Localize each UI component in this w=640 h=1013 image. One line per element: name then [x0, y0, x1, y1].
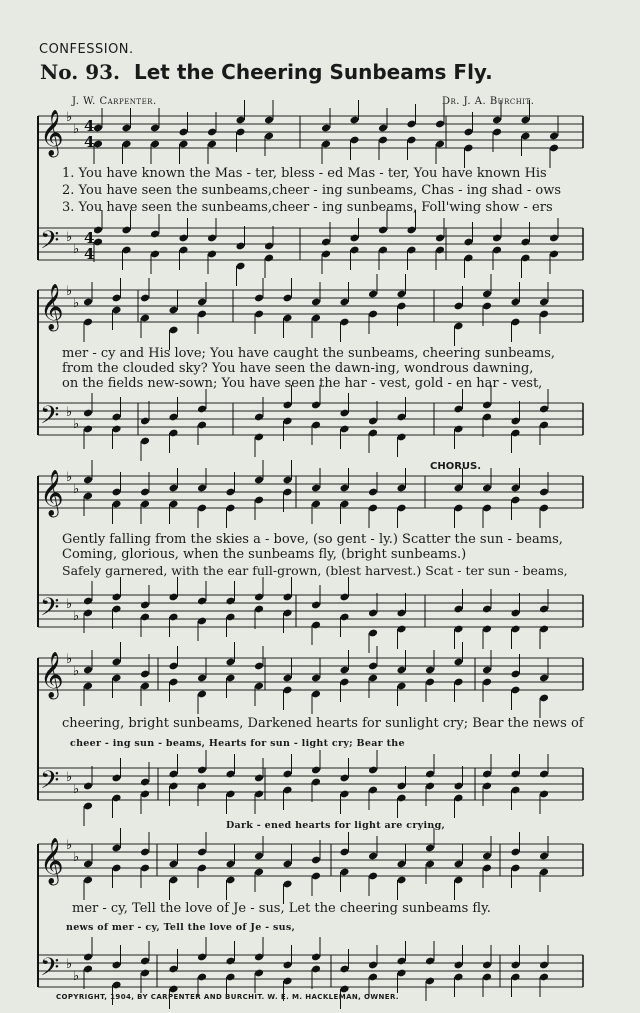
flat-icon: ♭ — [66, 957, 73, 972]
chorus-line-4-bass: cheer - ing sun - beams, Hearts for sun - light cry; Bear the — [70, 738, 405, 749]
flat-icon: ♭ — [66, 405, 73, 420]
flat-icon: ♭ — [66, 838, 73, 853]
bass-clef-icon: 𝄢 — [40, 593, 60, 628]
bass-clef-icon: 𝄢 — [40, 401, 60, 436]
lyricist-credit: J. W. Carpenter. — [72, 96, 157, 107]
flat-icon: ♭ — [73, 417, 80, 432]
treble-clef-icon: 𝄞 — [40, 110, 64, 156]
flat-icon: ♭ — [66, 652, 73, 667]
flat-icon: ♭ — [73, 969, 80, 984]
chorus-line-4-under: Dark - ened hearts for light are crying, — [226, 820, 446, 831]
chorus-line-4: cheering, bright sunbeams, Darkened hearts for sunlight cry; Bear the news of — [62, 716, 584, 731]
flat-icon: ♭ — [73, 242, 80, 257]
flat-icon: ♭ — [73, 609, 80, 624]
verse-2-line-3: Coming, glorious, when the sunbeams fly, (bright sunbeams.) — [62, 547, 467, 562]
verse-1-line-3: Gently falling from the skies a - bove, (so gent - ly.) Scatter the sun - beams, — [62, 532, 563, 547]
treble-clef-icon: 𝄞 — [40, 284, 64, 330]
verse-3-line-1: 3. You have seen the sunbeams,cheer - ing sunbeams, Foll'wing show - ers — [62, 200, 553, 215]
flat-icon: ♭ — [66, 110, 73, 125]
section-heading: CONFESSION. — [39, 42, 134, 57]
chorus-line-5: mer - cy, Tell the love of Je - sus, Let the cheering sunbeams fly. — [72, 901, 491, 916]
flat-icon: ♭ — [73, 122, 80, 137]
flat-icon: ♭ — [66, 770, 73, 785]
flat-icon: ♭ — [73, 482, 80, 497]
verse-2-line-1: 2. You have seen the sunbeams,cheer - ing sunbeams, Chas - ing shad - ows — [62, 183, 562, 198]
time-signature: 4 — [84, 133, 95, 151]
hymn-number: No. 93. — [40, 60, 120, 84]
bass-clef-icon: 𝄢 — [40, 766, 60, 801]
flat-icon: ♭ — [73, 782, 80, 797]
chorus-label: CHORUS. — [430, 461, 482, 472]
flat-icon: ♭ — [66, 230, 73, 245]
treble-clef-icon: 𝄞 — [40, 470, 64, 516]
flat-icon: ♭ — [66, 284, 73, 299]
treble-clef-icon: 𝄞 — [40, 652, 64, 698]
verse-2-line-2: from the clouded sky? You have seen the dawn-ing, wondrous dawning, — [62, 361, 534, 376]
flat-icon: ♭ — [73, 296, 80, 311]
flat-icon: ♭ — [66, 597, 73, 612]
composer-credit: Dr. J. A. Burchit. — [442, 96, 535, 107]
flat-icon: ♭ — [66, 470, 73, 485]
bass-clef-icon: 𝄢 — [40, 953, 60, 988]
chorus-line-5-bass: news of mer - cy, Tell the love of Je - sus, — [66, 922, 296, 933]
treble-clef-icon: 𝄞 — [40, 838, 64, 884]
verse-3-line-2: on the fields new-sown; You have seen the har - vest, gold - en har - vest, — [62, 376, 543, 391]
bass-clef-icon: 𝄢 — [40, 226, 60, 261]
time-signature: 4 — [84, 117, 95, 135]
copyright-notice: COPYRIGHT, 1904, BY CARPENTER AND BURCHIT. W. E. M. HACKLEMAN, OWNER. — [56, 993, 399, 1001]
verse-1-line-1: 1. You have known the Mas - ter, bless - ed Mas - ter, You have known His — [62, 166, 547, 181]
time-signature: 4 — [84, 245, 95, 263]
flat-icon: ♭ — [73, 850, 80, 865]
verse-1-line-2: mer - cy and His love; You have caught the sunbeams, cheering sunbeams, — [62, 346, 556, 361]
flat-icon: ♭ — [73, 664, 80, 679]
hymn-title-text: Let the Cheering Sunbeams Fly. — [134, 60, 493, 84]
verse-3-line-3: Safely garnered, with the ear full-grown, (blest harvest.) Scat - ter sun - beams, — [62, 563, 568, 578]
time-signature: 4 — [84, 229, 95, 247]
